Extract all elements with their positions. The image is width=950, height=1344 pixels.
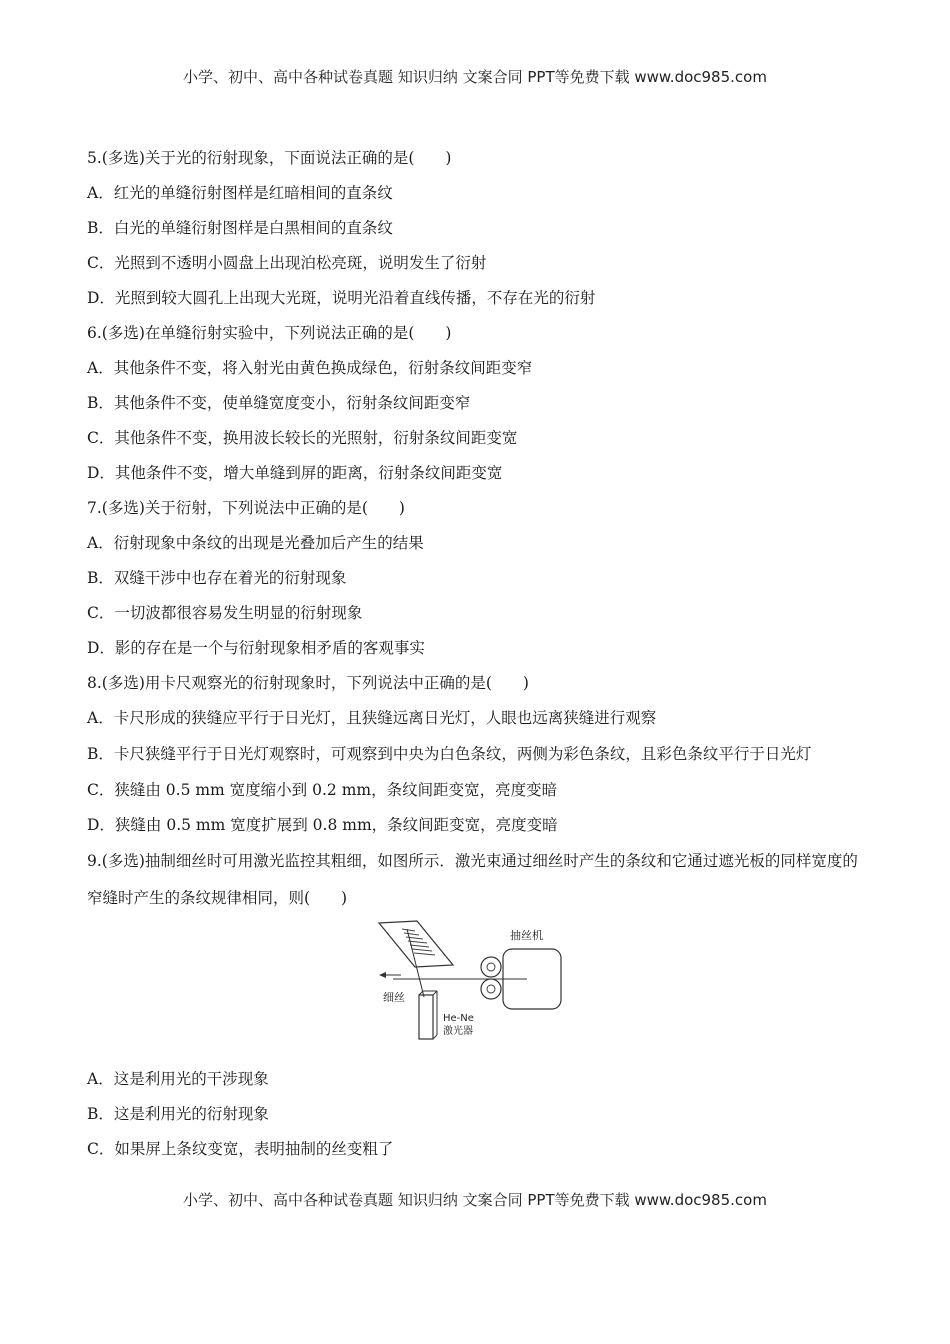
question-6-option-c: C．其他条件不变，换用波长较长的光照射，衍射条纹间距变宽 [87,429,518,447]
question-8-stem: 8.(多选)用卡尺观察光的衍射现象时，下列说法中正确的是( ) [87,674,529,692]
arrow-head-icon [379,972,386,978]
question-8-option-c: C．狭缝由 0.5 mm 宽度缩小到 0.2 mm，条纹间距变宽，亮度变暗 [87,781,558,799]
question-7-option-c: C．一切波都很容易发生明显的衍射现象 [87,604,363,622]
question-6-option-d: D．其他条件不变，增大单缝到屏的距离，衍射条纹间距变宽 [87,464,503,482]
laser-wire-diagram [377,919,567,1044]
laser-wire-figure [87,919,867,1054]
question-7-stem: 7.(多选)关于衍射，下列说法中正确的是( ) [87,499,405,517]
label-machine: 抽丝机 [510,929,543,942]
roller-bottom [481,979,501,999]
question-6-option-a: A．其他条件不变，将入射光由黄色换成绿色，衍射条纹间距变窄 [87,359,533,377]
question-8-option-d: D．狭缝由 0.5 mm 宽度扩展到 0.8 mm，条纹间距变宽，亮度变暗 [87,816,558,834]
question-9-stem: 9.(多选)抽制细丝时可用激光监控其粗细，如图所示．激光束通过细丝时产生的条纹和它通过遮光板的同样宽度的窄缝时产生的条纹规律相同，则( ) [87,852,858,907]
question-8-option-a: A．卡尺形成的狭缝应平行于日光灯，且狭缝远离日光灯，人眼也远离狭缝进行观察 [87,709,657,727]
question-6-option-b: B．其他条件不变，使单缝宽度变小，衍射条纹间距变窄 [87,394,471,412]
question-5-option-d: D．光照到较大圆孔上出现大光斑，说明光沿着直线传播，不存在光的衍射 [87,289,596,307]
question-7-option-b: B．双缝干涉中也存在着光的衍射现象 [87,569,347,587]
question-5-option-c: C．光照到不透明小圆盘上出现泊松亮斑，说明发生了衍射 [87,254,487,272]
question-8-option-b: B．卡尺狭缝平行于日光灯观察时，可观察到中央为白色条纹，两侧为彩色条纹，且彩色条纹平行于日光灯 [87,745,812,763]
label-wire: 细丝 [383,991,405,1004]
question-7-option-a: A．衍射现象中条纹的出现是光叠加后产生的结果 [87,534,424,552]
question-9-option-a: A．这是利用光的干涉现象 [87,1070,269,1088]
roller-top [481,957,501,977]
screen-fringes [402,929,435,955]
page-header: 小学、初中、高中各种试卷真题 知识归纳 文案合同 PPT等免费下载 www.doc985.com [183,68,767,86]
screen-shape [379,921,453,967]
question-7-option-d: D．影的存在是一个与衍射现象相矛盾的客观事实 [87,639,425,657]
label-laser-2: 激光器 [443,1026,473,1037]
label-laser-1: He-Ne [443,1013,474,1024]
laser-box [419,995,433,1039]
page-footer: 小学、初中、高中各种试卷真题 知识归纳 文案合同 PPT等免费下载 www.doc985.com [183,1191,767,1209]
question-5-option-b: B．白光的单缝衍射图样是白黑相间的直条纹 [87,219,393,237]
question-5-stem: 5.(多选)关于光的衍射现象，下面说法正确的是( ) [87,149,452,167]
document-body [87,141,867,1167]
question-9-option-c: C．如果屏上条纹变宽，表明抽制的丝变粗了 [87,1140,394,1158]
question-5-option-a: A．红光的单缝衍射图样是红暗相间的直条纹 [87,184,393,202]
question-9-option-b: B．这是利用光的衍射现象 [87,1105,269,1123]
question-6-stem: 6.(多选)在单缝衍射实验中，下列说法正确的是( ) [87,324,452,342]
